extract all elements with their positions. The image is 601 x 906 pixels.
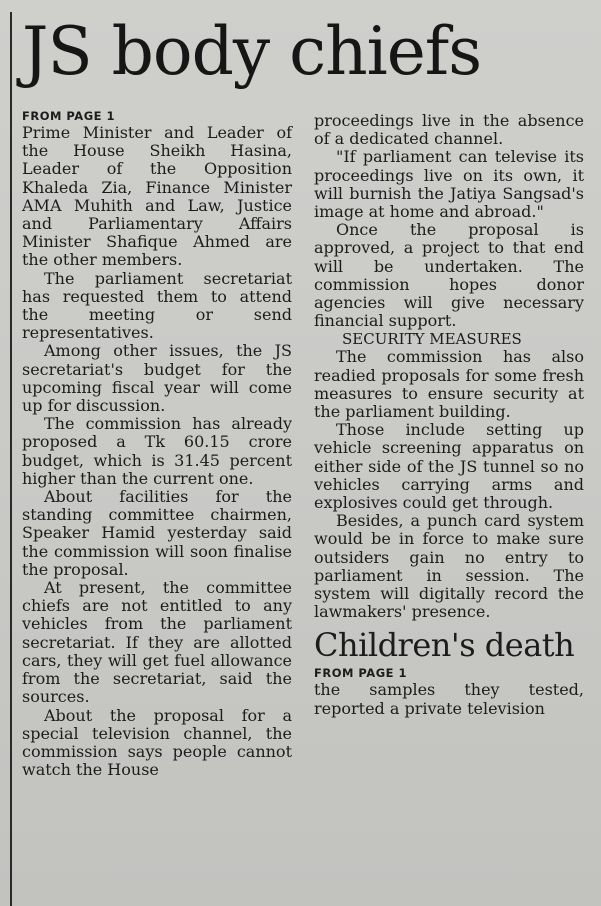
paragraph: Among other issues, the JS secretariat's budget for the upcoming fiscal year will come up for discussion. <box>22 341 292 416</box>
paragraph: About facilities for the standing committee chairmen, Speaker Hamid yesterday said the commission will soon finalise the proposal. <box>22 487 292 579</box>
right-column <box>314 112 584 718</box>
paragraph: Those include setting up vehicle screening apparatus on either side of the JS tunnel so no vehicles carrying arms and explosives could get through. <box>314 420 584 513</box>
paragraph: Once the proposal is approved, a project to that end will be undertaken. The commission hopes donor agencies will give necessary financial support. <box>314 220 584 331</box>
paragraph: proceedings live in the absence of a dedicated channel. <box>314 111 584 149</box>
section-subhead: SECURITY MEASURES <box>342 330 522 349</box>
second-article-headline: Children's death <box>314 626 575 665</box>
paragraph: The commission has also readied proposals for some fresh measures to ensure security at the parliament building. <box>314 347 584 422</box>
paragraph: Besides, a punch card system would be in force to make sure outsiders gain no entry to parliament in session. The system will digitally record the lawmakers' presence. <box>314 511 584 622</box>
left-column <box>22 110 292 779</box>
paragraph: About the proposal for a special television channel, the commission says people cannot watch the House <box>22 705 292 780</box>
paragraph: The commission has already proposed a Tk 60.15 crore budget, which is 31.45 percent higher than the current one. <box>22 414 292 488</box>
column-rule <box>10 12 12 906</box>
continuation-kicker: FROM PAGE 1 <box>22 109 116 123</box>
paragraph: Prime Minister and Leader of the House Sheikh Hasina, Leader of the Opposition Khaleda Zia, Finance Minister AMA Muhith and Law, Justice and Parliamentary Affairs Minister Shafique Ahmed are the other members. <box>22 123 292 270</box>
paragraph: "If parliament can televise its proceedings live on its own, it will burnish the Jatiya Sangsad's image at home and abroad." <box>314 147 584 222</box>
paragraph: At present, the committee chiefs are not entitled to any vehicles from the parliament secretariat. If they are allotted cars, they will get fuel allowance from the secretariat, said the sources. <box>22 578 292 707</box>
paragraph: the samples they tested, reported a private television <box>314 680 584 718</box>
second-article-kicker: FROM PAGE 1 <box>314 666 408 681</box>
paragraph: The parliament secretariat has requested them to attend the meeting or send representatives. <box>22 268 292 343</box>
article-headline: JS body chiefs <box>22 13 482 90</box>
